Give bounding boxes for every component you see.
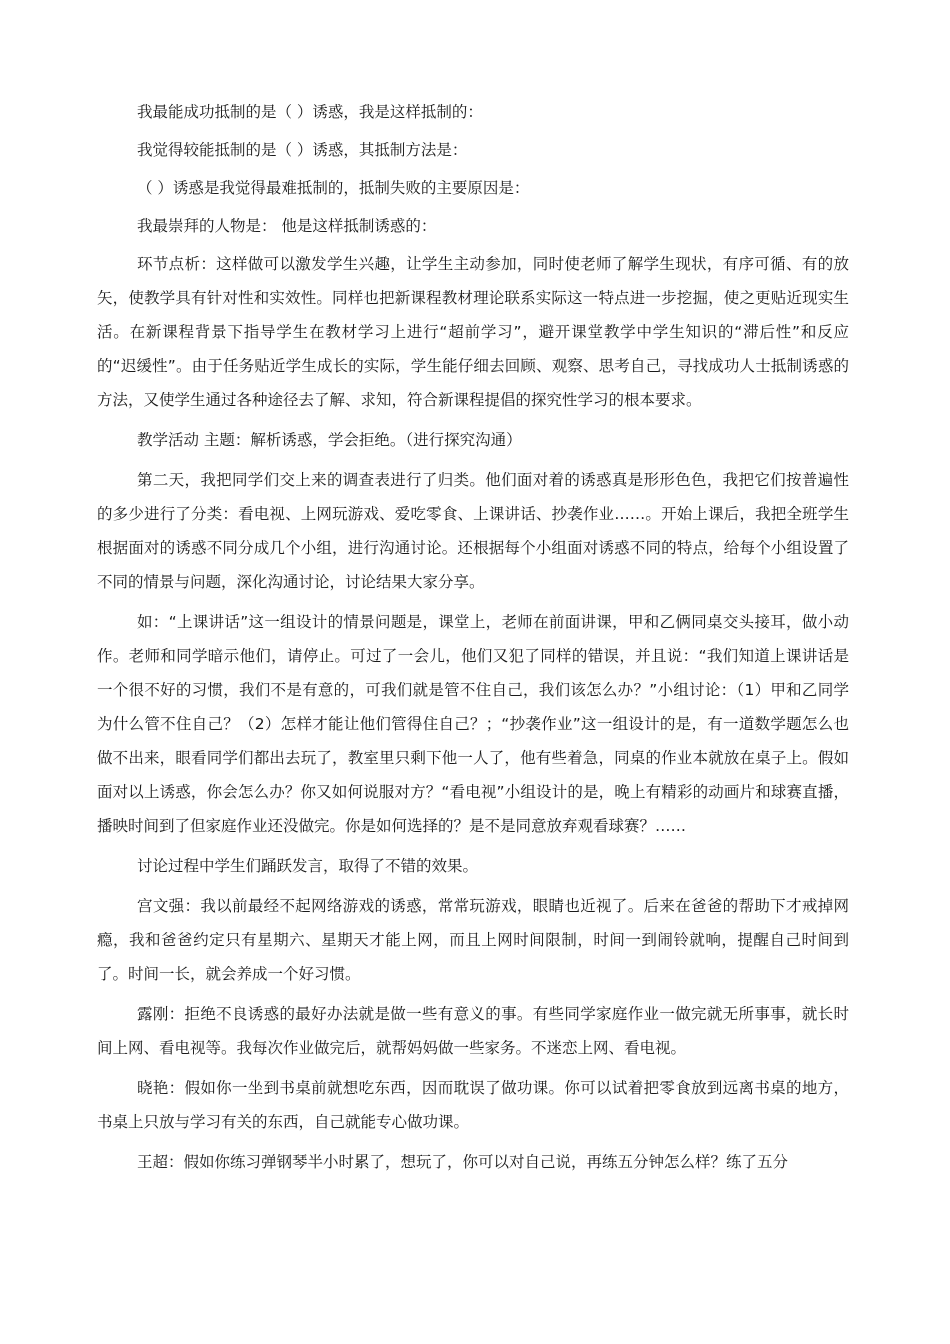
question-admired-person: 我最崇拜的人物是： 他是这样抵制诱惑的： (137, 217, 437, 235)
scenario-paragraph: 如：“上课讲话”这一组设计的情景问题是，课堂上，老师在前面讲课，甲和乙俩同桌交头接耳，做小动作。老师和同学暗示他们，请停止。可过了一会儿，他们又犯了同样的错误，并且说：“我们知道上课讲话是一个很不好的习惯，我们不是有意的，可我们就是管不住自己，我们该怎么办？”小组讨论：（1）甲和乙同学为什么管不住自己？（2）怎样才能让他们管得住自己？；“抄袭作业”这一组设计的是，有一道数学题怎么也做不出来，眼看同学们都出去玩了，教室里只剩下他一人了，他有些着急，同桌的作业本就放在桌子上。假如面对以上诱惑，你会怎么办？你又如何说服对方？“看电视”小组设计的是，晚上有精彩的动画片和球赛直播，播映时间到了但家庭作业还没做完。你是如何选择的？是不是同意放弃观看球赛？…… (97, 613, 849, 835)
analysis-paragraph: 环节点析：这样做可以激发学生兴趣，让学生主动参加，同时使老师了解学生现状，有序可循、有的放矢，使教学具有针对性和实效性。同样也把新课程教材理论联系实际这一特点进一步挖掘，使之更贴近现实生活。在新课程背景下指导学生在教材学习上进行“超前学习”，避开课堂教学中学生知识的“滞后性”和反应的“迟缓性”。由于任务贴近学生成长的实际，学生能仔细去回顾、观察、思考自己，寻找成功人士抵制诱惑的方法，又使学生通过各种途径去了解、求知，符合新课程提倡的探究性学习的根本要求。 (97, 255, 849, 409)
classification-paragraph: 第二天，我把同学们交上来的调查表进行了归类。他们面对着的诱惑真是形形色色，我把它们按普遍性的多少进行了分类：看电视、上网玩游戏、爱吃零食、上课讲话、抄袭作业……。开始上课后，我把全班学生根据面对的诱惑不同分成几个小组，进行沟通讨论。还根据每个小组面对诱惑不同的特点，给每个小组设置了不同的情景与问题，深化沟通讨论，讨论结果大家分享。 (97, 471, 849, 591)
question-moderate-resistance: 我觉得较能抵制的是（ ）诱惑，其抵制方法是： (137, 141, 468, 159)
student-comment-gong: 宫文强：我以前最经不起网络游戏的诱惑，常常玩游戏，眼睛也近视了。后来在爸爸的帮助下才戒掉网瘾，我和爸爸约定只有星期六、星期天才能上网，而且上网时间限制，时间一到闹铃就响，提醒自己时间到了。时间一长，就会养成一个好习惯。 (97, 897, 849, 983)
student-comment-wangchao: 王超：假如你练习弹钢琴半小时累了，想玩了，你可以对自己说，再练五分钟怎么样？练了五分 (137, 1153, 789, 1171)
question-strongest-resistance: 我最能成功抵制的是（ ）诱惑，我是这样抵制的： (137, 103, 483, 121)
activity-heading: 教学活动 主题：解析诱惑，学会拒绝。（进行探究沟通） (137, 431, 522, 449)
student-comment-xiaoyan: 晓艳：假如你一坐到书桌前就想吃东西，因而耽误了做功课。你可以试着把零食放到远离书桌的地方，书桌上只放与学习有关的东西，自己就能专心做功课。 (97, 1079, 849, 1131)
document-body (97, 95, 849, 1185)
question-hardest-resistance: （ ）诱惑是我觉得最难抵制的，抵制失败的主要原因是： (137, 179, 530, 197)
student-comment-lugang: 露刚：拒绝不良诱惑的最好办法就是做一些有意义的事。有些同学家庭作业一做完就无所事事，就长时间上网、看电视等。我每次作业做完后，就帮妈妈做一些家务。不迷恋上网、看电视。 (97, 1005, 849, 1057)
discussion-summary: 讨论过程中学生们踊跃发言，取得了不错的效果。 (137, 857, 479, 875)
